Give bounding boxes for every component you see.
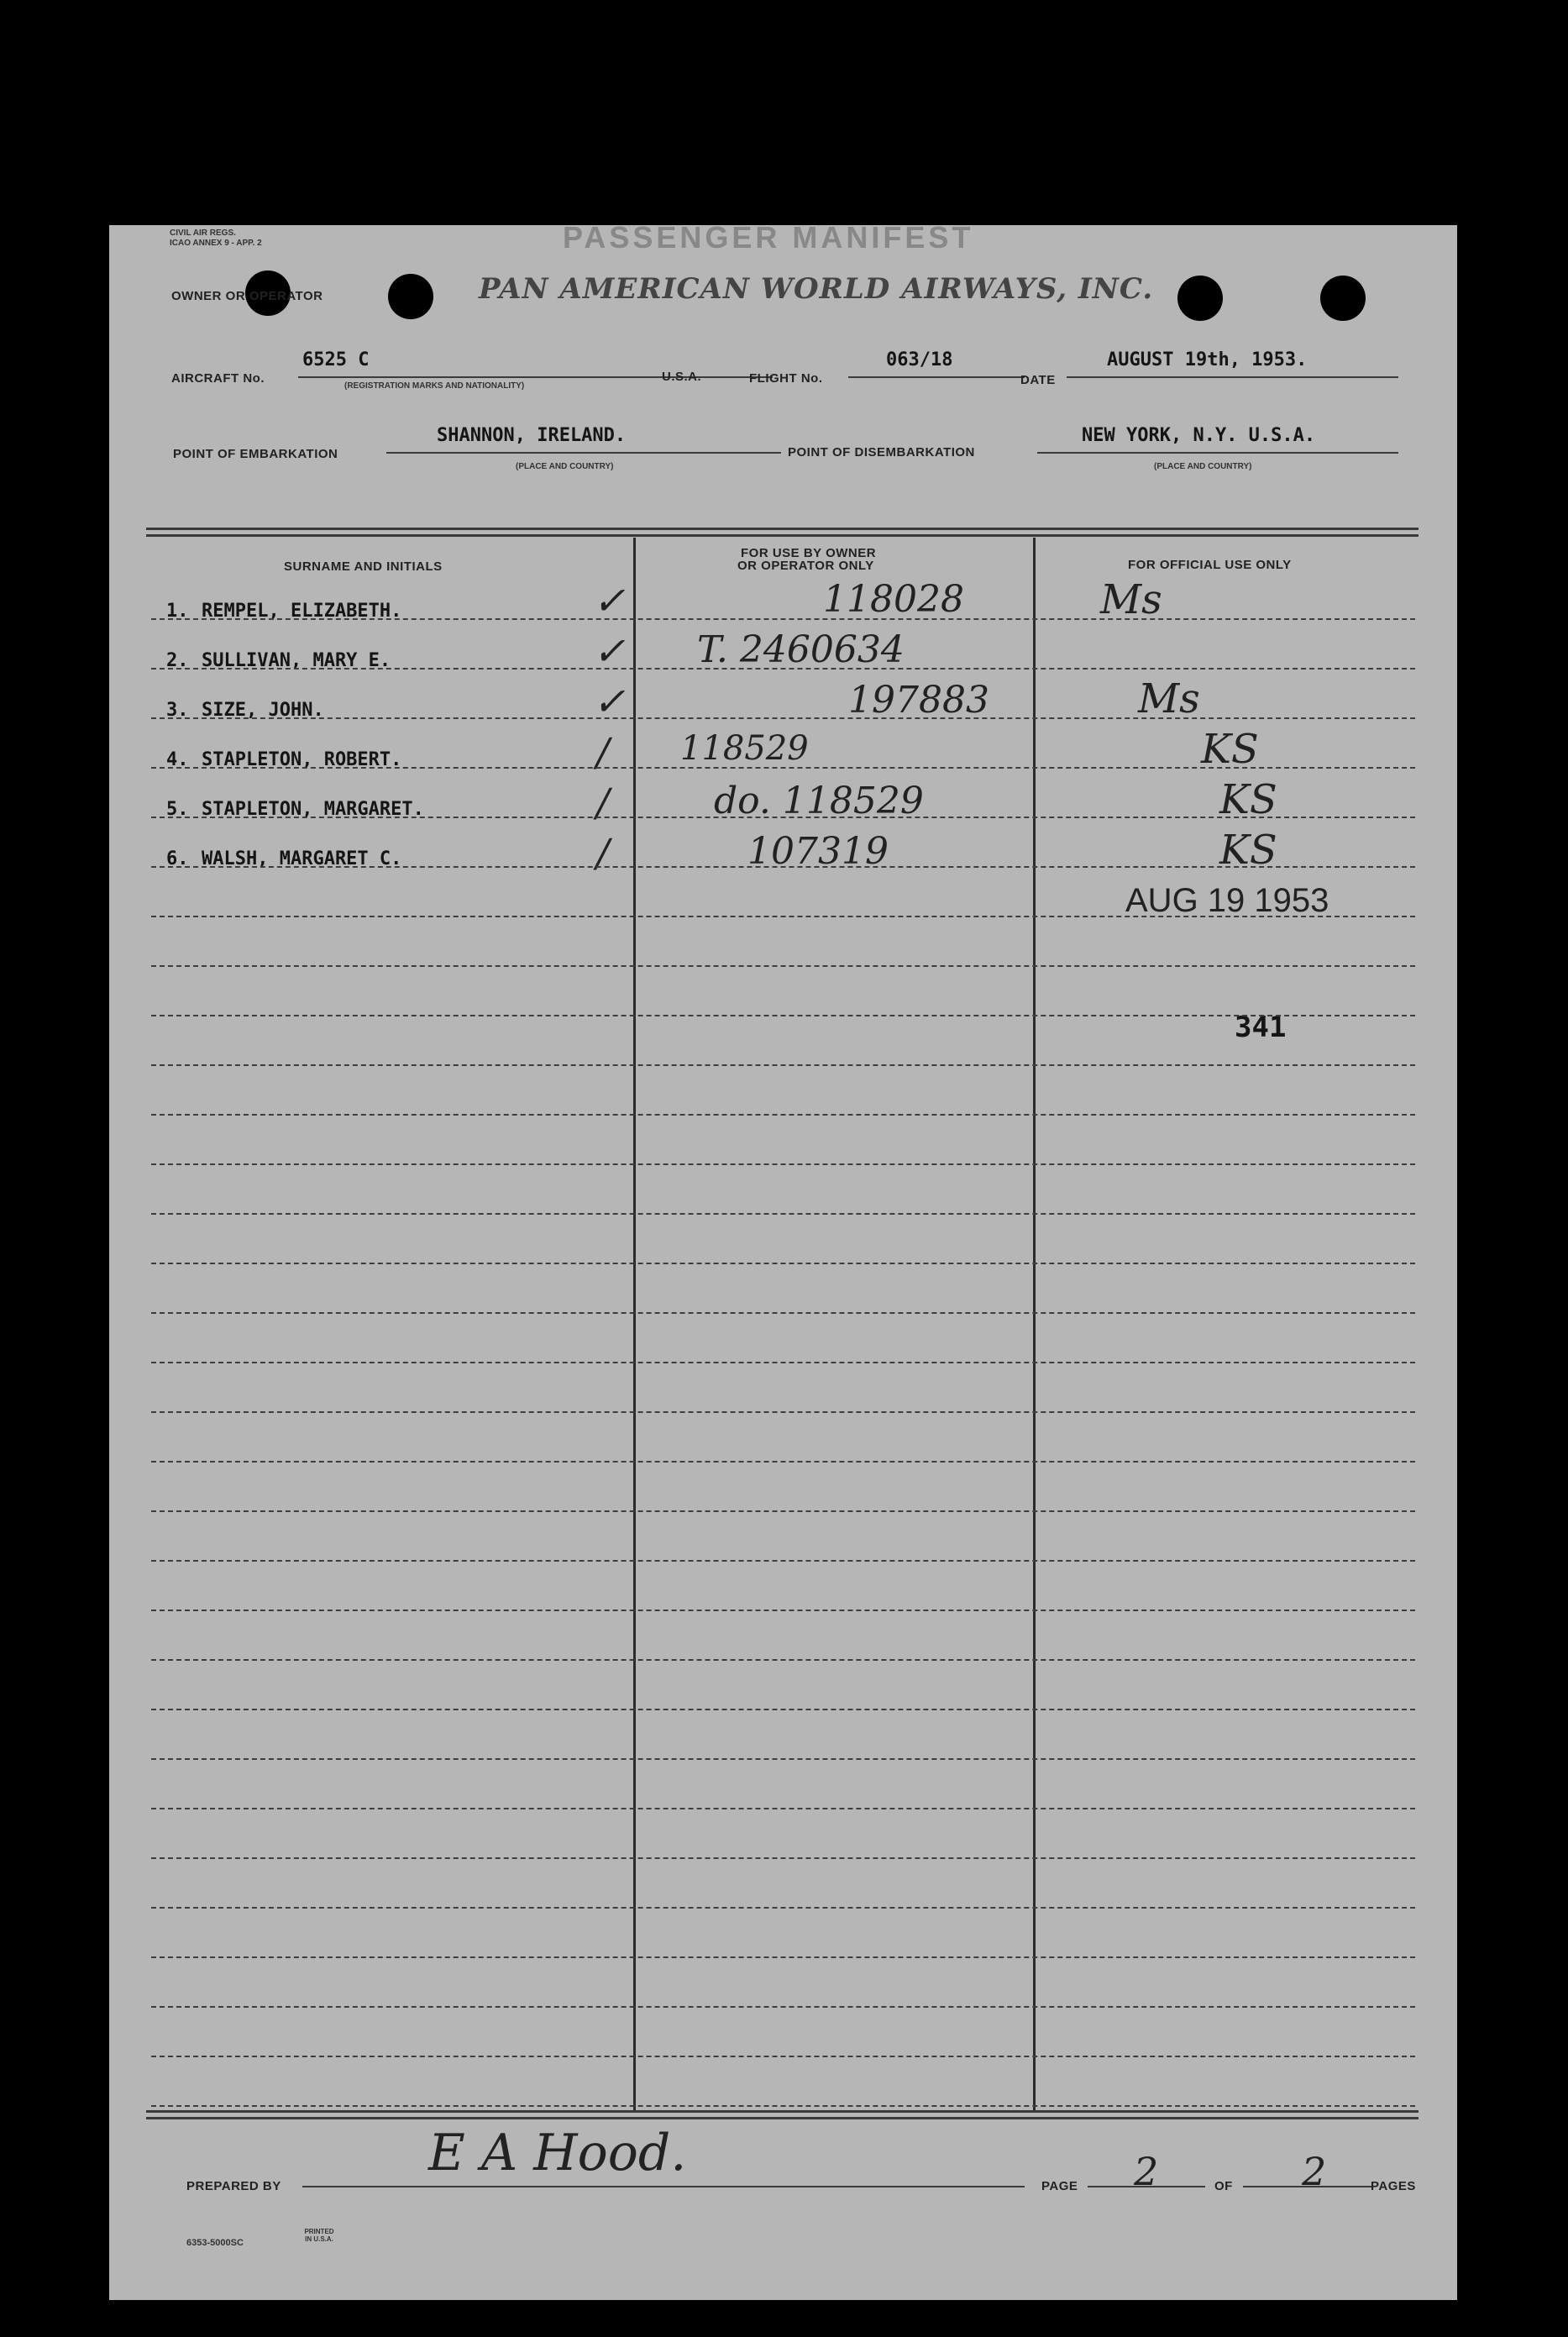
ruled-line xyxy=(151,1857,1415,1859)
of-value: 2 xyxy=(1302,2149,1327,2194)
registration-caption: (REGISTRATION MARKS AND NATIONALITY) xyxy=(344,381,525,391)
punch-hole xyxy=(1177,276,1223,321)
owner-note: T. 2460634 xyxy=(697,628,905,671)
col-header-owner-1: FOR USE BY OWNER xyxy=(741,546,877,560)
passenger-name: SULLIVAN, MARY E. xyxy=(202,650,391,671)
owner-value: PAN AMERICAN WORLD AIRWAYS, INC. xyxy=(479,272,1154,306)
ruled-line xyxy=(151,1263,1415,1264)
pages-label: PAGES xyxy=(1371,2179,1416,2193)
ruled-line xyxy=(151,1808,1415,1809)
ruled-line xyxy=(151,1213,1415,1215)
prepared-signature: E A Hood. xyxy=(428,2124,687,2182)
passenger-name: REMPEL, ELIZABETH. xyxy=(202,601,402,622)
page-value: 2 xyxy=(1134,2149,1159,2194)
passenger-number: 4. xyxy=(166,749,189,770)
owner-note: do. 118529 xyxy=(714,780,924,822)
owner-note: 107319 xyxy=(747,830,889,873)
ruled-line xyxy=(151,2006,1415,2008)
ruled-line xyxy=(151,817,1415,818)
embark-label: POINT OF EMBARKATION xyxy=(173,447,338,461)
punch-hole xyxy=(1320,276,1366,321)
date-label: DATE xyxy=(1020,373,1056,387)
page-title: PASSENGER MANIFEST xyxy=(563,220,974,255)
owner-label: OWNER OR OPERATOR xyxy=(171,289,323,303)
flight-label: FLIGHT No. xyxy=(749,371,823,386)
ruled-line xyxy=(151,1411,1415,1413)
ruled-line xyxy=(151,1362,1415,1363)
owner-note: 118028 xyxy=(823,578,964,621)
passenger-name: WALSH, MARGARET C. xyxy=(202,848,402,869)
embark-value: SHANNON, IRELAND. xyxy=(437,425,627,446)
date-value: AUGUST 19th, 1953. xyxy=(1107,349,1308,370)
usa-label: U.S.A. xyxy=(662,370,702,384)
ruled-line xyxy=(151,1956,1415,1958)
official-initials: Ms xyxy=(1100,576,1162,623)
ruled-line xyxy=(151,1907,1415,1909)
passenger-number: 1. xyxy=(166,601,189,622)
ruled-line xyxy=(151,668,1415,670)
check-mark: / xyxy=(596,780,610,825)
ruled-line xyxy=(151,2056,1415,2057)
disembark-value: NEW YORK, N.Y. U.S.A. xyxy=(1082,425,1316,446)
stamp-number: 341 xyxy=(1235,1011,1287,1044)
owner-note: 118529 xyxy=(680,729,809,768)
ruled-line xyxy=(151,1709,1415,1710)
col-header-official: FOR OFFICIAL USE ONLY xyxy=(1128,558,1292,572)
col-header-surname: SURNAME AND INITIALS xyxy=(284,559,443,574)
punch-hole xyxy=(388,274,433,319)
disembark-label: POINT OF DISEMBARKATION xyxy=(788,445,975,460)
printed-in: PRINTED IN U.S.A. xyxy=(304,2228,334,2243)
page-label: PAGE xyxy=(1041,2179,1078,2193)
ruled-line xyxy=(151,1758,1415,1760)
owner-note: 197883 xyxy=(848,679,989,722)
date-stamp: AUG 19 1953 xyxy=(1125,882,1329,919)
check-mark: / xyxy=(596,729,610,775)
passenger-number: 5. xyxy=(166,799,189,820)
passenger-name: STAPLETON, MARGARET. xyxy=(202,799,424,820)
aircraft-label: AIRCRAFT No. xyxy=(171,371,265,386)
official-initials: Ms xyxy=(1138,675,1200,722)
ruled-line xyxy=(151,1015,1415,1016)
ruled-line xyxy=(151,1510,1415,1512)
ruled-line xyxy=(151,1114,1415,1116)
ruled-line xyxy=(151,717,1415,719)
form-code-2: ICAO ANNEX 9 - APP. 2 xyxy=(170,239,262,248)
passenger-number: 6. xyxy=(166,848,189,869)
ruled-line xyxy=(151,618,1415,620)
official-initials: KS xyxy=(1219,776,1277,823)
col-header-owner-2: OR OPERATOR ONLY xyxy=(737,559,874,573)
passenger-name: SIZE, JOHN. xyxy=(202,700,324,721)
ruled-line xyxy=(151,965,1415,967)
form-code-1: CIVIL AIR REGS. xyxy=(170,228,236,238)
of-label: OF xyxy=(1214,2179,1233,2193)
ruled-line xyxy=(151,866,1415,868)
manifest-sheet xyxy=(109,220,1457,2300)
ruled-line xyxy=(151,1064,1415,1066)
official-initials: KS xyxy=(1219,827,1277,874)
printer-code: 6353-5000SC xyxy=(186,2238,244,2248)
disembark-caption: (PLACE AND COUNTRY) xyxy=(1154,462,1252,471)
passenger-number: 3. xyxy=(166,700,189,721)
passenger-number: 2. xyxy=(166,650,189,671)
check-mark: ✓ xyxy=(593,578,626,623)
passenger-name: STAPLETON, ROBERT. xyxy=(202,749,402,770)
check-mark: ✓ xyxy=(593,628,626,674)
ruled-line xyxy=(151,1659,1415,1661)
ruled-line xyxy=(151,1461,1415,1463)
ruled-line xyxy=(151,1163,1415,1165)
check-mark: ✓ xyxy=(593,679,626,724)
ruled-line xyxy=(151,1312,1415,1314)
check-mark: / xyxy=(596,830,610,875)
official-initials: KS xyxy=(1201,726,1259,773)
ruled-line xyxy=(151,916,1415,917)
ruled-line xyxy=(151,767,1415,769)
prepared-label: PREPARED BY xyxy=(186,2179,281,2193)
ruled-line xyxy=(151,2105,1415,2107)
ruled-line xyxy=(151,1610,1415,1611)
embark-caption: (PLACE AND COUNTRY) xyxy=(516,462,614,471)
flight-value: 063/18 xyxy=(886,349,953,370)
ruled-line xyxy=(151,1560,1415,1562)
aircraft-value: 6525 C xyxy=(302,349,370,370)
